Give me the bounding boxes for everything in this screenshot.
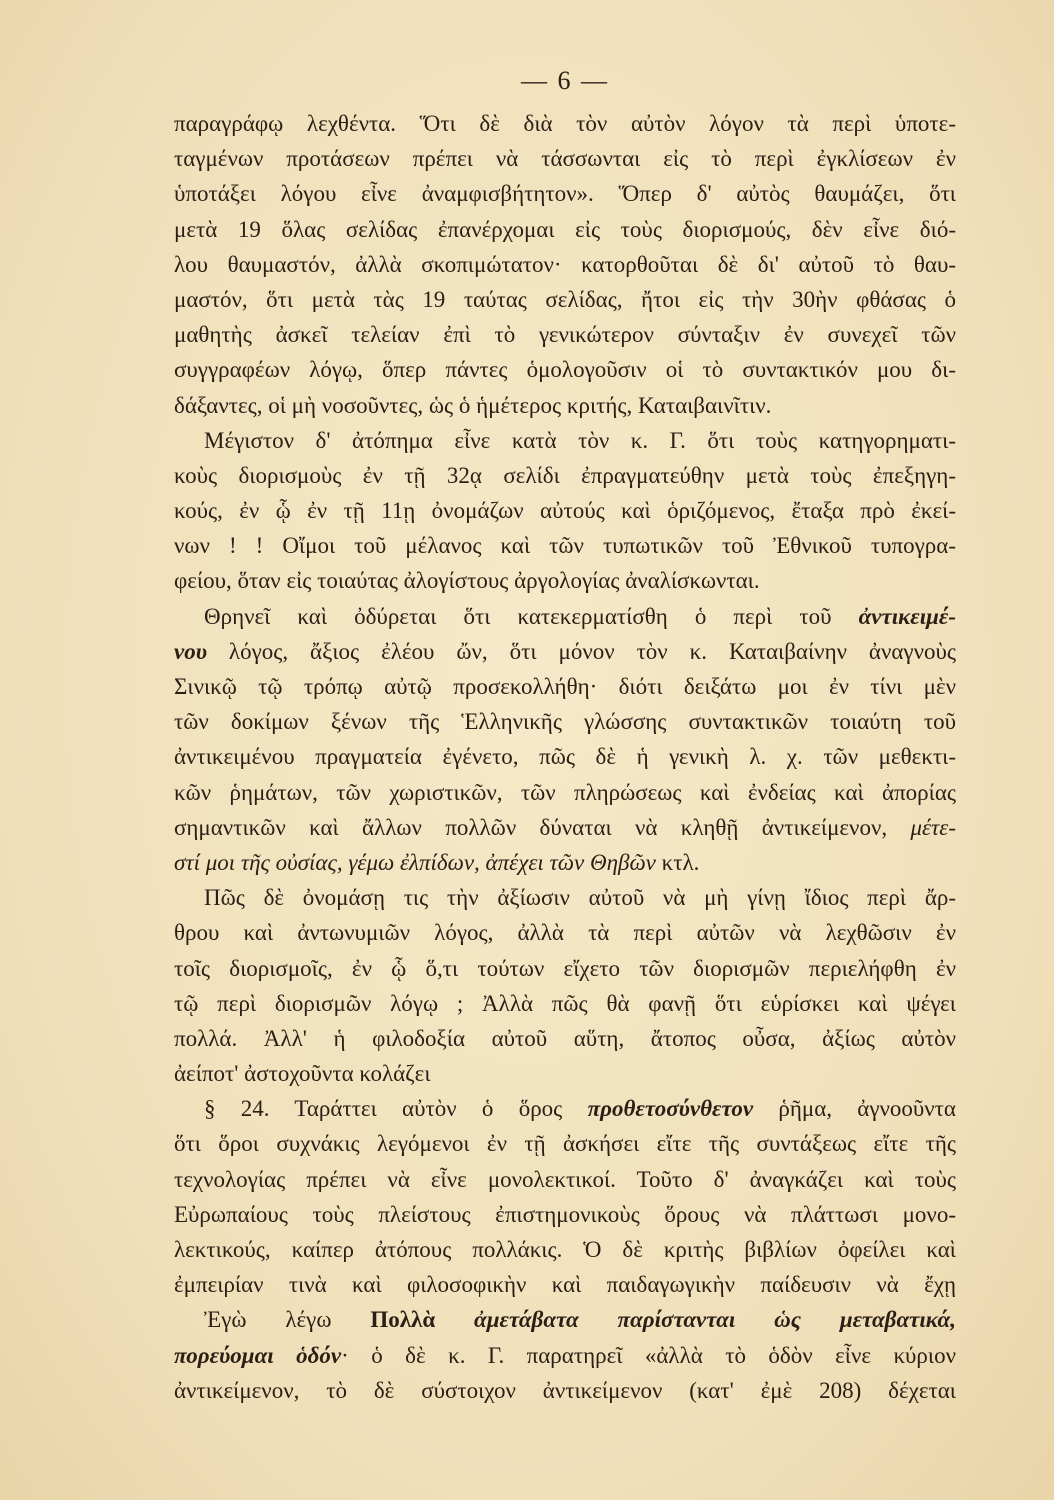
- emphasized-text: προθετοσύνθετον: [587, 1096, 754, 1122]
- text-line: [174, 810, 956, 845]
- text-segment: ἀντικειμένου πραγματεία ἐγένετο, πῶς δὲ ἡ γενικὴ λ. χ. τῶν μεθεκτι-: [174, 744, 956, 770]
- text-segment: κούς, ἐν ᾧ ἐν τῇ 11ῃ ὀνομάζων αὐτούς καὶ ὁριζόμενος, ἔταξα πρὸ ἐκεί-: [174, 498, 956, 524]
- text-line: [174, 634, 956, 669]
- text-line: [174, 1091, 956, 1126]
- text-line: [174, 247, 956, 282]
- text-segment: κτλ.: [655, 849, 700, 875]
- text-segment: τοῖς διορισμοῖς, ἐν ᾧ ὅ,τι τούτων εἴχετο τῶν διορισμῶν περιελήφθη ἐν: [174, 955, 956, 981]
- text-segment: Εὐρωπαίους τοὺς πλείστους ἐπιστημονικοὺς ὅρους νὰ πλάττωσι μονο-: [174, 1201, 956, 1227]
- emphasized-text: Πολλὰ: [370, 1307, 436, 1333]
- text-segment: Πῶς δὲ ὀνομάσῃ τις τὴν ἀξίωσιν αὐτοῦ νὰ μὴ γίνῃ ἴδιος περὶ ἄρ-: [204, 885, 956, 911]
- text-line: [174, 352, 956, 387]
- text-segment: Σινικῷ τῷ τρόπῳ αὐτῷ προσεκολλήθη· διότι δειξάτω μοι ἐν τίνι μὲν: [174, 674, 956, 699]
- text-segment: ἀείποτ' ἀστοχοῦντα κολάζει: [174, 1061, 431, 1087]
- text-segment: · ὁ δὲ κ. Γ. παρατηρεῖ «ἀλλὰ τὸ ὁδὸν εἶνε κύριον: [341, 1342, 956, 1368]
- text-segment: πολλά. Ἀλλ' ἡ φιλοδοξία αὐτοῦ αὕτη, ἄτοπος οὖσα, ἀξίως αὐτὸν: [174, 1025, 956, 1051]
- text-line: [174, 1126, 956, 1161]
- text-line: [174, 1232, 956, 1267]
- text-line: [174, 563, 956, 598]
- text-segment: τεχνολογίας πρέπει νὰ εἶνε μονολεκτικοί. Τοῦτο δ' ἀναγκάζει καὶ τοὺς: [174, 1166, 956, 1192]
- text-line: [174, 986, 956, 1021]
- text-segment: ἀντικείμενον, τὸ δὲ σύστοιχον ἀντικείμενον (κατ' ἐμὲ 208) δέχεται: [174, 1377, 956, 1403]
- text-line: [174, 704, 956, 739]
- text-line: [174, 1267, 956, 1302]
- text-line: [174, 1338, 956, 1373]
- text-segment: συγγραφέων λόγῳ, ὅπερ πάντες ὁμολογοῦσιν οἱ τὸ συντακτικόν μου δι-: [174, 357, 956, 383]
- text-segment: τῷ περὶ διορισμῶν λόγῳ ; Ἀλλὰ πῶς θὰ φανῇ ὅτι εὑρίσκει καὶ ψέγει: [174, 990, 956, 1016]
- emphasized-text: μέτε-: [910, 814, 956, 840]
- text-line: [174, 951, 956, 986]
- text-line: [174, 845, 956, 880]
- text-line: [174, 388, 956, 423]
- text-line: [174, 599, 956, 634]
- text-line: [174, 669, 956, 704]
- text-segment: λεκτικούς, καίπερ ἀτόπους πολλάκις. Ὁ δὲ κριτὴς βιβλίων ὀφείλει καὶ: [174, 1237, 956, 1262]
- emphasized-text: νου: [174, 638, 207, 664]
- text-line: [174, 141, 956, 176]
- text-line: [174, 106, 956, 141]
- emphasized-text: στί μοι τῆς οὐσίας, γέμω ἐλπίδων, ἀπέχει τῶν Θηβῶν: [174, 849, 656, 875]
- emphasized-text: πορεύομαι ὁδόν: [174, 1342, 342, 1368]
- text-line: [174, 739, 956, 774]
- text-segment: ταγμένων προτάσεων πρέπει νὰ τάσσωνται εἰς τὸ περὶ ἐγκλίσεων ἐν: [174, 146, 956, 172]
- emphasized-text: ἀντικειμέ-: [858, 603, 956, 629]
- text-segment: φείου, ὅταν εἰς τοιαύτας ἀλογίστους ἀργολογίας ἀναλίσκωνται.: [174, 568, 760, 594]
- text-segment: σημαντικῶν καὶ ἄλλων πολλῶν δύναται νὰ κληθῇ ἀντικείμενον,: [174, 814, 911, 840]
- text-segment: μετὰ 19 ὅλας σελίδας ἐπανέρχομαι εἰς τοὺς διορισμούς, δὲν εἶνε διό-: [174, 216, 956, 242]
- text-segment: κῶν ῥημάτων, τῶν χωριστικῶν, τῶν πληρώσεως καὶ ἐνδείας καὶ ἀπορίας: [174, 779, 956, 805]
- text-segment: μαστόν, ὅτι μετὰ τὰς 19 ταύτας σελίδας, ἤτοι εἰς τὴν 30ὴν φθάσας ὁ: [174, 286, 956, 312]
- text-segment: νων ! ! Οἴμοι τοῦ μέλανος καὶ τῶν τυπωτικῶν τοῦ Ἐθνικοῦ τυπογρα-: [174, 533, 956, 559]
- text-line: [174, 1373, 956, 1408]
- text-segment: § 24. Ταράττει αὐτὸν ὁ ὅρος: [204, 1096, 588, 1122]
- text-line: [174, 493, 956, 528]
- text-line: [174, 1021, 956, 1056]
- text-line: [174, 915, 956, 950]
- text-line: [174, 1302, 956, 1337]
- text-line: [174, 880, 956, 915]
- text-segment: μαθητὴς ἀσκεῖ τελείαν ἐπὶ τὸ γενικώτερον σύνταξιν ἐν συνεχεῖ τῶν: [174, 322, 956, 348]
- text-segment: Μέγιστον δ' ἀτόπημα εἶνε κατὰ τὸν κ. Γ. ὅτι τοὺς κατηγορηματι-: [204, 427, 956, 453]
- text-segment: παραγράφῳ λεχθέντα. Ὅτι δὲ διὰ τὸν αὐτὸν λόγον τὰ περὶ ὑποτε-: [174, 111, 956, 136]
- body-text: [174, 106, 956, 1408]
- text-segment: κοὺς διορισμοὺς ἐν τῇ 32ᾳ σελίδι ἐπραγματεύθην μετὰ τοὺς ἐπεξηγη-: [174, 462, 956, 488]
- text-line: [174, 282, 956, 317]
- text-segment: ὅτι ὅροι συχνάκις λεγόμενοι ἐν τῇ ἀσκήσει εἴτε τῆς συντάξεως εἴτε τῆς: [174, 1131, 956, 1157]
- emphasized-text: ἀμετάβατα παρίστανται ὡς μεταβατικά,: [435, 1307, 956, 1333]
- text-line: [174, 423, 956, 458]
- text-line: [174, 176, 956, 211]
- text-line: [174, 458, 956, 493]
- text-line: [174, 212, 956, 247]
- text-segment: Ἐγὼ λέγω: [204, 1307, 371, 1333]
- text-segment: ὑποτάξει λόγου εἶνε ἀναμφισβήτητον». Ὅπερ δ' αὐτὸς θαυμάζει, ὅτι: [174, 181, 956, 207]
- text-line: [174, 317, 956, 352]
- text-segment: ἐμπειρίαν τινὰ καὶ φιλοσοφικὴν καὶ παιδαγωγικὴν παίδευσιν νὰ ἔχῃ: [174, 1272, 956, 1298]
- text-segment: τῶν δοκίμων ξένων τῆς Ἑλληνικῆς γλώσσης συντακτικῶν τοιαύτη τοῦ: [174, 709, 956, 735]
- text-line: [174, 1056, 956, 1091]
- text-line: [174, 1197, 956, 1232]
- text-segment: Θρηνεῖ καὶ ὀδύρεται ὅτι κατεκερματίσθη ὁ περὶ τοῦ: [204, 603, 859, 629]
- text-segment: δάξαντες, οἱ μὴ νοσοῦντες, ὡς ὁ ἡμέτερος κριτής, Καταιβαινῖτιν.: [174, 392, 772, 418]
- text-line: [174, 1162, 956, 1197]
- text-segment: λόγος, ἄξιος ἐλέου ὤν, ὅτι μόνον τὸν κ. Καταιβαίνην ἀναγνοὺς: [206, 638, 956, 664]
- text-segment: ῥῆμα, ἀγνοοῦντα: [753, 1096, 956, 1122]
- page-number: — 6 —: [521, 66, 609, 95]
- text-segment: λου θαυμαστόν, ἀλλὰ σκοπιμώτατον· κατορθοῦται δὲ δι' αὐτοῦ τὸ θαυ-: [174, 251, 956, 277]
- text-segment: θρου καὶ ἀντωνυμιῶν λόγος, ἀλλὰ τὰ περὶ αὐτῶν νὰ λεχθῶσιν ἐν: [174, 920, 956, 946]
- text-line: [174, 528, 956, 563]
- text-line: [174, 775, 956, 810]
